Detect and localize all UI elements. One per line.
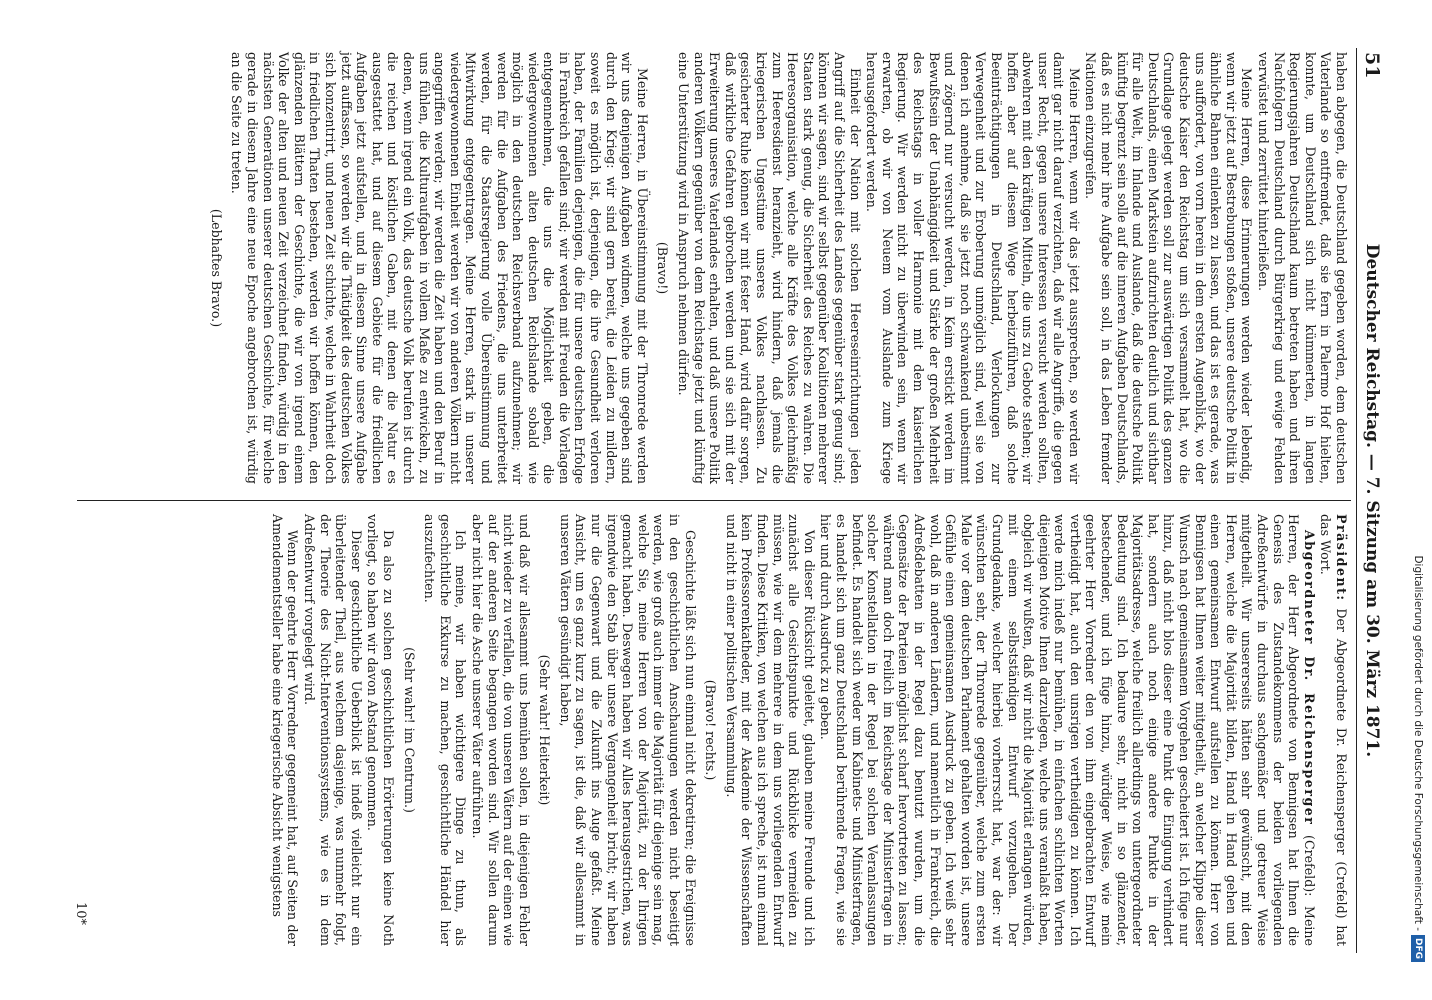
paragraph: haben abgegen, die Deutschland gegeben worden, dem deutschen Vaterlande so entfremdet, daß sie fern in Palermo Hof hielten, konnte, um Deutschland sich nicht kümmerten, in langen Regierungsjahren Deutschland kaum betreten haben und ihren Nachfolgern Deutschland durch Bürgerkrieg und ewige Fehden verwüstet und zerrüttet hinterließen. — [1256, 52, 1349, 484]
paragraph: und daß wir allesammt uns bemühen sollen, in diejenigen Fehler nicht wieder zu verfallen, die von unseren Vätern auf der einen wie auf der anderen Seite begangen worden sind. Wir sollen darum aber nicht hier die Asche unserer Väter aufrühren. — [469, 514, 532, 946]
audience-reaction: (Sehr wahr! im Centrum.) — [401, 647, 417, 813]
dfg-logo: DFG — [1411, 935, 1425, 962]
paragraph: Von dieser Rücksicht geleitet, glauben meine Freunde und ich zunächst alle Gesichtspunkte und Rückblicke vermeiden zu müssen, wie wir dem mehrere in dem uns vorliegenden Entwurf finden. Diese Kritiken, von welchen aus ich spreche, ist nun einmal kein Professorenkatheder, mit der Akademie der Wissenschaften und nicht in einer politischen Versammlung. — [723, 514, 817, 946]
dfg-caption-text: Digitalisierung gefördert durch die Deutsche Forschungsgemeinschaft - — [1412, 555, 1424, 931]
signature-mark: 10* — [73, 901, 88, 925]
speaker-name: Präsident: — [1334, 514, 1349, 602]
column-divider — [77, 500, 1351, 501]
audience-reaction: (Bravo!) — [655, 241, 671, 295]
page-number: 51 — [1361, 52, 1383, 79]
paragraph: Da also zu solchen geschichtlichen Erörterungen keine Noth vorliegt, so haben wir davon Abstand genommen. — [365, 514, 396, 946]
newspaper-page — [65, 48, 1385, 953]
speaker-name: Abgeordneter Dr. Reichensperger — [1301, 530, 1317, 826]
paragraph: Wenn der geehrte Herr Vorredner gegemeint hat, auf Seiten der Amendementsteller habe eine kriegerische Absicht wenigstens — [269, 514, 301, 946]
paragraph: Meine Herren, diese Erinnerungen werden wieder lebendig, wenn wir jetzt auf Bestrebungen stoßen, unsere deutsche Politik in ähnliche Bahnen einlenken zu lassen, und das ist es gerade, was uns auffordert, von vorn herein in dem ersten Augenblick, wo der deutsche Kaiser den Reichstag um sich versammelt hat, wo die Grundlage gelegt werden soll zur auswärtigen Politik des ganzen Deutschlands, einen Markstein aufzurichten deutlich und sichtbar für alle Welt, im Inlande und Auslande, daß die deutsche Politik künftig begrenzt sein solle auf die inneren Aufgaben Deutschlands, daß es nicht mehr ihre Aufgabe sein soll, in das Leben fremder Nationen einzugreifen. — [1083, 52, 1255, 484]
right-column — [268, 514, 1349, 946]
paragraph: Einheit der Nation mit solchen Heereseinrichtungen jeden Angriff auf die Sicherheit des Landes gegenüber stark genug sind; können wir sagen, sind wir selbst gegenüber Koalitionen mehrerer Staaten stark genug, die Sicherheit des Reiches zu wahren. Die Heeresorganisation, welche alle Kräfte des Volkes gleichmäßig zum Heeresdienst heranzieht, wird hindern, daß jemals die kriegerischen Ungestüme unseres Volkes nachlassen. Zu gesicherter Ruhe können wir mit fester Hand, wird dafür sorgen, daß wirkliche Gefahren gebrochen werden und sie sich mit der Erweiterung unseres Vaterlandes erhalten, und daß unsere Politik anderen Völkern gegenüber von dem Reichstage jetzt und künftig eine Unterstützung wird in Anspruch nehmen dürfen. — [676, 52, 863, 484]
paragraph — [818, 514, 1317, 946]
audience-reaction: (Lebhaftes Bravo.) — [208, 208, 224, 328]
page-title: Deutscher Reichstag. — 7. Sitzung am 30. März 1871. — [1362, 243, 1382, 758]
speech-text: Der Abgeordnete Dr. Reichensperger (Crefeld) hat das Wort. — [1318, 514, 1349, 946]
audience-reaction: (Sehr wahr! Heiterkeit) — [537, 654, 553, 806]
speech-text: (Crefeld): Meine Herren, der Herr Abgeordnete von Bennigsen hat Ihnen die Genesis des Zustandekommens der beiden vorliegenden Adreßentwürfe in durchaus sachgemäßer und getreuer Weise mitgetheilt. Wir unsererseits hätten sehr gewünscht, mit den Herren, welche die Majorität bilden, Hand in Hand gehen und einen gemeinsamen Entwurf aufstellen zu können. Herr von Bennigsen hat Ihnen weiter mitgetheilt, an welcher Klippe dieser Wunsch nach gemeinsamem Vorgehen gescheitert ist. Ich füge nur hinzu, daß nicht blos dieser eine Punkt die Einigung verhindert hat, sondern auch noch einige andere Punkte in der Majoritätsadresse, welche freilich allerdings von untergeordneter Bedeutung sind. Ich bedaure sehr, nicht in so glänzender, bestechender, und ich füge hinzu, würdiger Weise, wie mein geehrter Herr Vorredner den von ihm eingebrachten Entwurf vertheidigt hat, auch den unsrigen vertheidigen zu können. Ich werde mich indeß nur bemühen, in einfachen schlichten Worten diejenigen Motive Ihnen darzulegen, welche uns veranlaßt haben, obgleich wir wußten, daß wir nicht die Majorität erlangen würden, mit einem selbstständigen Entwurf vorzugehen. Der Grundgedanke, welcher hierbei vorherrscht hat, war der: wir wünschten sehr, der Thronrede gegenüber, welche zum ersten Male vor dem deutschen Parlament gehalten worden ist, unsere Gefühle einen gemeinsamen Ausdruck zu geben. Ich weiß sehr wohl, daß in anderen Ländern, und namentlich in Frankreich, die Adreßdebatten in der Regel dazu benutzt wurden, um die Gegensätze der Parteien möglichst scharf hervortreten zu lassen; während man doch freilich im Reichstage der Ministerfragen in solcher Konstellation in der Regel bei solchen Veranlassungen befindet. Es handelt sich weder um Kabinets- und Ministerfragen, es handelt sich um ganz Deutschland berührende Fragen, wie sie hier und durch Ausdruck zu geben. — [818, 514, 1317, 946]
paragraph: Meine Herren, wenn wir das jetzt aussprechen, so werden wir damit gar nicht darauf verzichten, daß wir alle Angriffe, die gegen unser Recht, gegen unsere Interessen versucht werden sollten, abwehren mit den kräftigen Mitteln, die uns zu Gebote stehen; wir hoffen aber auf diesem Wege herbeizuführen, daß solche Beeinträchtigungen in Deutschland, Verlockungen zur Verwegenheit und zur Eroberung unmöglich sind, weil sie von denen ich annehme, daß sie jetzt noch schwankend unbestimmt und zögernd nur versucht werden, in Keim erstickt werden im Bewußtsein der Unabhängigkeit und Stärke der großen Mehrheit des Reichstags in voller Harmonie mit dem kaiserlichen Regierung. Wir werden nicht zu überwinden sein, wenn wir erwarten, ob wir von Neuem vom Auslande zum Kriege herausgefordert werden. — [864, 52, 1082, 484]
paragraph: Dieser geschichtliche Ueberblick ist indeß vielleicht nur ein überleitender Theil, aus welchem dasjenige, was nunmehr folgt, der Theorie des Nicht-Interventionssystems, wie es in dem Adreßentwurf vorgelegt wird. — [302, 514, 364, 946]
paragraph — [1318, 514, 1349, 946]
paragraph: Meine Herren, in Übereinstimmung mit der Thronrede werden wir uns denjenigen Aufgaben widmen, welche uns gegeben sind durch den Krieg: wir sind gern bereit, die Leiden zu mildern, soweit es möglich ist, derjenigen, die ihre Gesundheit verloren haben, der Familien derjenigen, die für unsere deutschen Erfolge in Frankreich gefallen sind; wir werden mit Freuden die Vorlagen entgegennehmen, die uns die Möglichkeit geben, die wiedergewonnenen alten deutschen Reichslande sobald wie möglich in den deutschen Reichsverband aufzunehmen; wir werden für die Aufgaben des Friedens, die uns unterbreitet werden, für die Staatsregierung volle Übereinstimmung und Mitwirkung entgegentragen. Meine Herren, stark in unserer wiedergewonnenen Einheit werden wir von anderen Völkern nicht angegriffen werden; wir werden die Zeit haben und den Beruf in uns fühlen, die Kulturaufgaben in vollem Maße zu entwickeln, zu denen, wenn irgend ein Volk, das deutsche Volk berufen ist durch die reichen und köstlichen Gaben, mit denen die Natur es ausgestattet hat, und auf diesem Gebiete für die friedlichen Aufgaben jetzt aufstellen, und in diesem Sinne unsere Aufgabe jetzt auffassen, so werden wir die Thätigkeit des deutschen Volkes sich konzentrirt, und neuen Zeit schichte, welche in Wahrheit doch in friedlichen Thaten bestehen, werden wir hoffen können, den glänzenden Blättern der Geschichte, die wir von irgend einem Volke der alten und neuen Zeit verzeichnet finden, würdig in den nächsten Generationen unserer deutschen Geschichte, für welche gerade in diesem Jahre eine neue Epoche angebrochen ist, würdig an die Seite zu treten. — [229, 52, 650, 484]
paragraph: Geschichte läßt sich nun einmal nicht dekretiren; die Ereignisse in den geschichtlichen Anschauungen werden nicht beseitigt werden, wie groß auch immer die Majorität für diejenige sein mag, welche Sie, meine Herren von der Majorität, zu der Ihrigen gemacht haben. Deswegen haben wir Alles herausgestrichen, was irgendwie den Stab über unsere Vergangenheit bricht; wir haben nur die Gegenwart und die Zukunft ins Auge gefaßt. Meine Ansicht, um es ganz kurz zu sagen, ist die, daß wir allesammt in unseren Vätern gesündigt haben, — [557, 514, 698, 946]
dfg-caption — [1408, 2, 1428, 962]
audience-reaction: (Bravo! rechts.) — [703, 679, 719, 781]
page-header — [1356, 48, 1385, 953]
paragraph: Ich meine, wir haben wichtigere Dinge zu thun, als geschichtliche Exkurse zu machen, geschichtliche Händel hier auszufechten. — [422, 514, 469, 946]
left-column — [203, 52, 1349, 484]
